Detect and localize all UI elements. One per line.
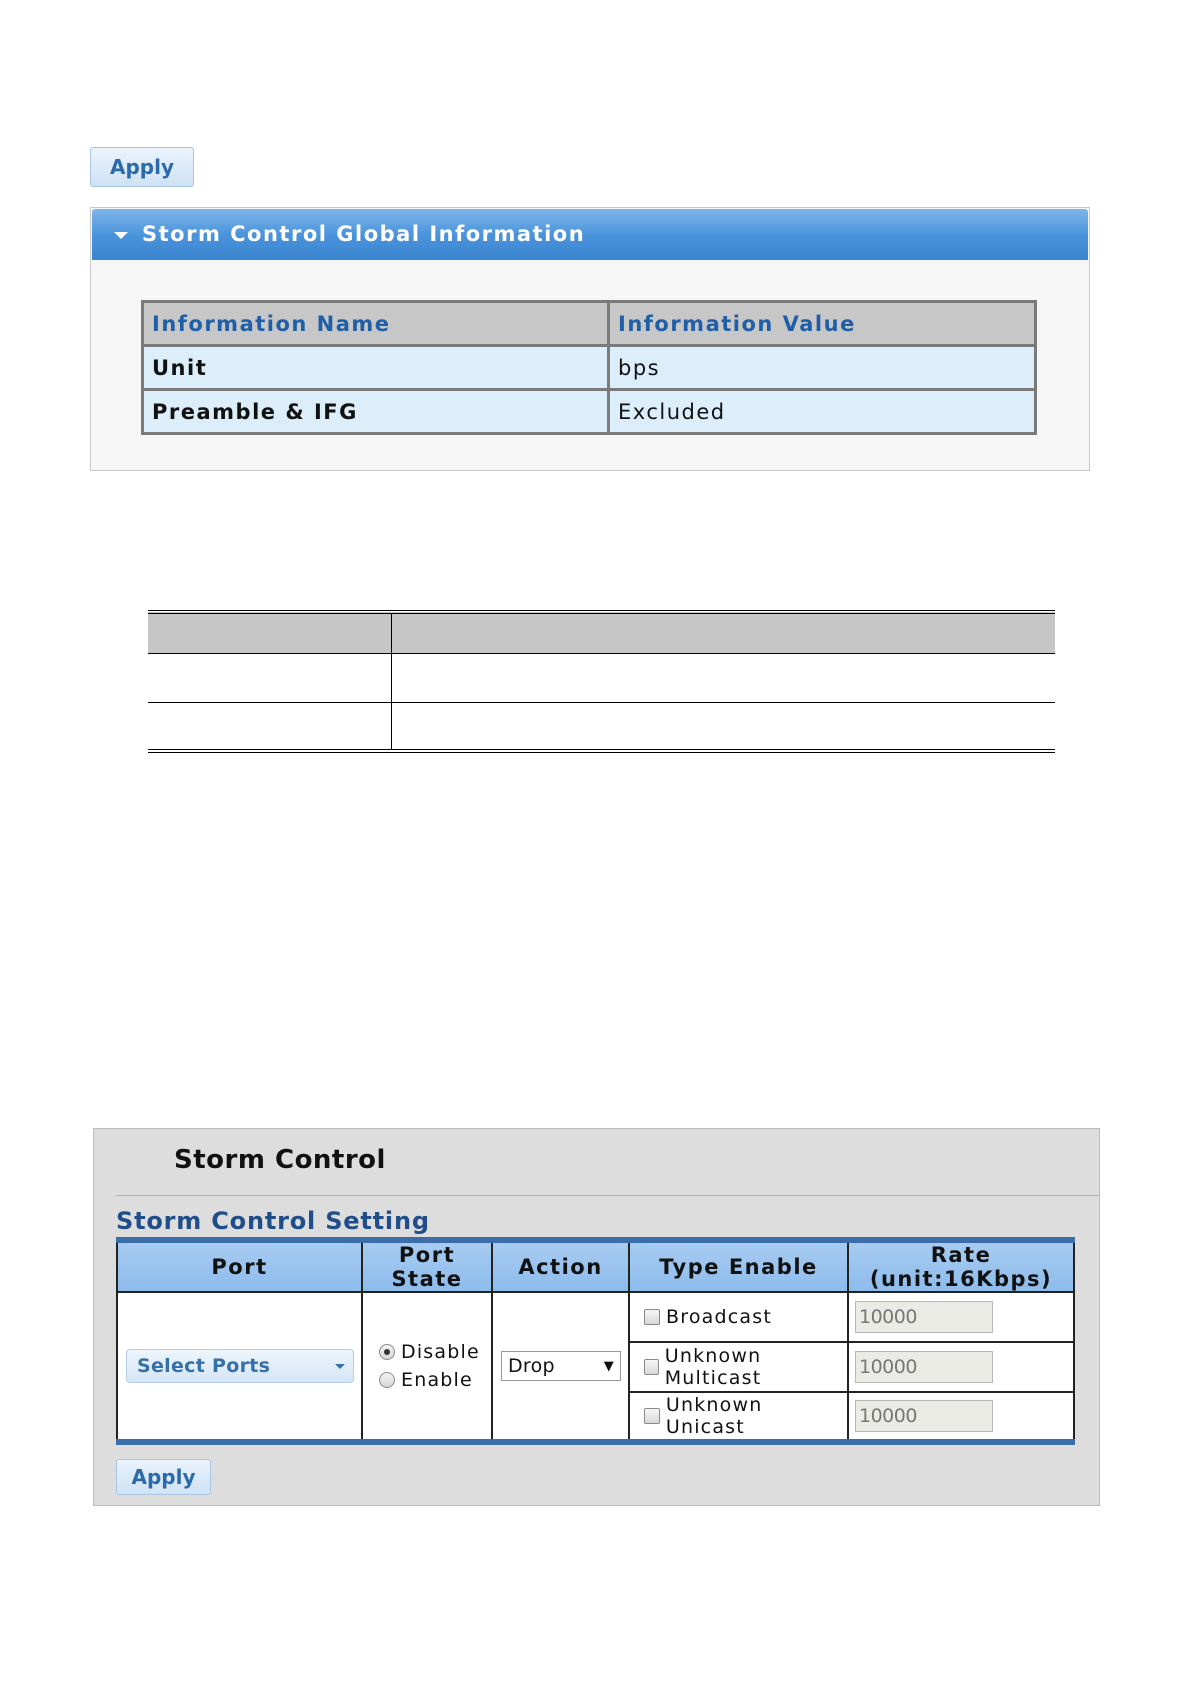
table-cell [391,702,1055,751]
divider [116,1195,1099,1196]
action-cell [492,1292,629,1442]
table-row [148,653,1055,702]
unknown-unicast-checkbox[interactable] [644,1408,660,1424]
collapse-triangle-icon[interactable] [114,232,128,239]
radio-label: Disable [401,1341,480,1363]
column-header: Information Name [143,302,609,346]
table-row [143,346,1036,390]
global-info-header[interactable] [92,209,1088,260]
info-value-cell: bps [609,346,1036,390]
column-header-action: Action [492,1240,629,1292]
table-header-row [148,612,1055,653]
radio-button-disable[interactable] [379,1344,395,1360]
page-title: Storm Control [174,1145,386,1175]
table-cell [148,653,391,702]
rate-cell [848,1292,1074,1342]
type-enable-cell [629,1392,848,1442]
select-ports-label: Select Ports [137,1355,271,1377]
unknown-multicast-checkbox[interactable] [644,1359,659,1375]
storm-control-setting-table [116,1237,1075,1445]
radio-button-enable[interactable] [379,1372,395,1388]
broadcast-checkbox[interactable] [644,1309,660,1325]
action-selected-value: Drop [508,1355,555,1377]
column-header-port-state: Port State [362,1240,492,1292]
type-enable-cell [629,1342,848,1392]
table-row [143,390,1036,434]
global-info-title: Storm Control Global Information [142,222,586,246]
apply-button-top[interactable]: Apply [90,147,194,187]
table-cell [148,702,391,751]
port-state-cell [362,1292,492,1442]
column-header [391,612,1055,653]
chevron-down-icon [335,1364,345,1369]
info-name-cell: Preamble & IFG [143,390,609,434]
column-header-type-enable: Type Enable [629,1240,848,1292]
type-label: Unknown Unicast [665,1394,763,1438]
table-header-row [143,302,1036,346]
apply-button[interactable]: Apply [116,1459,211,1495]
column-header: Information Value [609,302,1036,346]
empty-description-table [148,610,1055,753]
radio-enable[interactable] [363,1366,491,1394]
select-ports-dropdown[interactable] [126,1349,354,1383]
column-header-port: Port [117,1240,362,1292]
info-name-cell: Unit [143,346,609,390]
action-select[interactable] [501,1351,621,1381]
table-row [148,702,1055,751]
table-row [117,1292,1074,1342]
radio-label: Enable [401,1369,473,1391]
rate-cell [848,1342,1074,1392]
info-value-cell: Excluded [609,390,1036,434]
unknown-multicast-rate-input[interactable] [855,1351,993,1383]
type-label: Unknown Multicast [664,1345,762,1389]
broadcast-rate-input[interactable] [855,1301,993,1333]
unknown-unicast-rate-input[interactable] [855,1400,993,1432]
dropdown-arrow-icon: ▼ [603,1358,614,1374]
section-title: Storm Control Setting [116,1207,430,1235]
global-info-table [141,300,1037,435]
radio-disable[interactable] [363,1338,491,1366]
global-info-panel [90,207,1090,471]
type-enable-cell [629,1292,848,1342]
storm-control-panel [93,1128,1100,1506]
column-header-rate: Rate (unit:16Kbps) [848,1240,1074,1292]
table-cell [391,653,1055,702]
table-header-row [117,1240,1074,1292]
type-label: Broadcast [666,1306,772,1328]
port-cell [117,1292,362,1442]
column-header [148,612,391,653]
rate-cell [848,1392,1074,1442]
